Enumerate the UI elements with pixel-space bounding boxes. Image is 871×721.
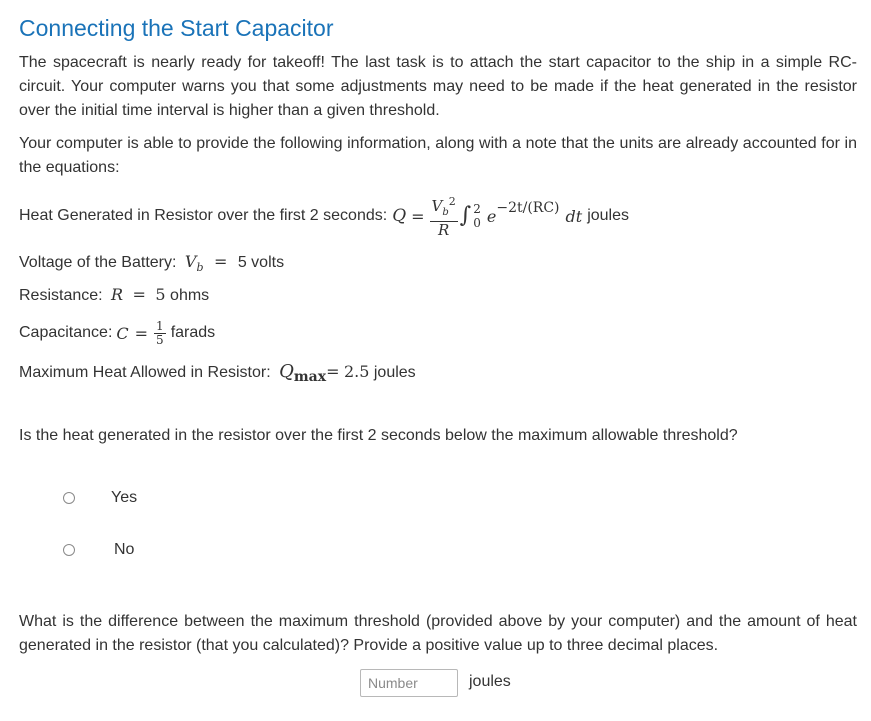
option-no[interactable] bbox=[63, 538, 134, 562]
integral-sign: ∫ bbox=[459, 203, 472, 228]
capacitance-den: 5 bbox=[156, 332, 164, 347]
resistance-unit: ohms bbox=[170, 287, 210, 304]
question-difference: What is the difference between the maximum threshold (provided above by your computer) and the amount of heat generated in the resistor (that you calculated)? Provide a positive value up to three decimal places. bbox=[19, 613, 857, 654]
max-heat-sub: max bbox=[293, 369, 327, 386]
max-heat-var: Q bbox=[279, 361, 294, 382]
voltage-sub: b bbox=[196, 261, 204, 275]
heat-frac-num-sup: 2 bbox=[448, 195, 456, 208]
capacitance-unit: farads bbox=[170, 324, 216, 341]
capacitance-fraction bbox=[154, 320, 166, 347]
heat-label: Heat Generated in Resistor over the first 2 seconds: bbox=[19, 207, 388, 224]
resistance-equals: = bbox=[132, 285, 146, 304]
exponent: −2t/(RC) bbox=[496, 200, 560, 216]
resistance-row bbox=[19, 285, 209, 305]
radio-no[interactable] bbox=[63, 544, 75, 556]
answer-number-input[interactable] bbox=[360, 669, 458, 697]
capacitance-num: 1 bbox=[156, 318, 164, 333]
voltage-unit: volts bbox=[251, 254, 285, 271]
heat-unit: joules bbox=[587, 207, 630, 224]
capacitance-row bbox=[19, 316, 215, 350]
answer-unit: joules bbox=[469, 673, 511, 690]
exp-base: e bbox=[486, 206, 497, 226]
radio-yes[interactable] bbox=[63, 492, 75, 504]
capacitance-label: Capacitance: bbox=[19, 324, 113, 341]
question-threshold: Is the heat generated in the resistor over the first 2 seconds below the maximum allowable threshold? bbox=[19, 427, 738, 444]
integral-upper: 2 bbox=[473, 202, 481, 216]
info-paragraph: Your computer is able to provide the following information, along with a note that the units are already accounted for in the equations: bbox=[19, 135, 857, 176]
max-heat-label: Maximum Heat Allowed in Resistor: bbox=[19, 364, 271, 381]
heat-formula-row bbox=[19, 186, 629, 246]
voltage-equals: = bbox=[213, 252, 228, 271]
intro-paragraph: The spacecraft is nearly ready for takeoff! The last task is to attach the start capacitor to the ship in a simple RC-circuit. Your computer warns you that some adjustments may need to be made if the heat generated in the resistor over the initial time interval is higher than a given threshold. bbox=[19, 54, 857, 119]
heat-var: Q bbox=[392, 206, 407, 226]
capacitance-equals: = bbox=[134, 323, 149, 343]
option-no-label[interactable]: No bbox=[114, 541, 135, 558]
resistance-label: Resistance: bbox=[19, 287, 103, 304]
option-yes-label[interactable]: Yes bbox=[111, 489, 138, 506]
max-heat-equals: = bbox=[326, 362, 340, 381]
option-yes[interactable] bbox=[63, 486, 137, 510]
heat-equals: = bbox=[411, 206, 425, 226]
heat-frac-den: R bbox=[438, 221, 450, 239]
heat-frac-num-var: V bbox=[431, 197, 443, 215]
voltage-value: 5 bbox=[237, 254, 247, 271]
integral-bounds bbox=[473, 202, 481, 230]
max-heat-value: 2.5 bbox=[343, 362, 370, 381]
dt-symbol: dt bbox=[565, 206, 583, 226]
voltage-var: V bbox=[184, 252, 197, 271]
heat-fraction bbox=[430, 194, 458, 238]
voltage-label: Voltage of the Battery: bbox=[19, 254, 177, 271]
max-heat-unit: joules bbox=[373, 364, 416, 381]
integral-lower: 0 bbox=[473, 216, 481, 230]
voltage-row bbox=[19, 252, 284, 274]
resistance-value: 5 bbox=[155, 285, 166, 304]
resistance-var: R bbox=[111, 285, 124, 304]
heat-frac-num-sub: b bbox=[442, 207, 449, 218]
max-heat-row bbox=[19, 361, 416, 385]
page-title: Connecting the Start Capacitor bbox=[19, 15, 334, 41]
capacitance-var: C bbox=[116, 323, 129, 343]
